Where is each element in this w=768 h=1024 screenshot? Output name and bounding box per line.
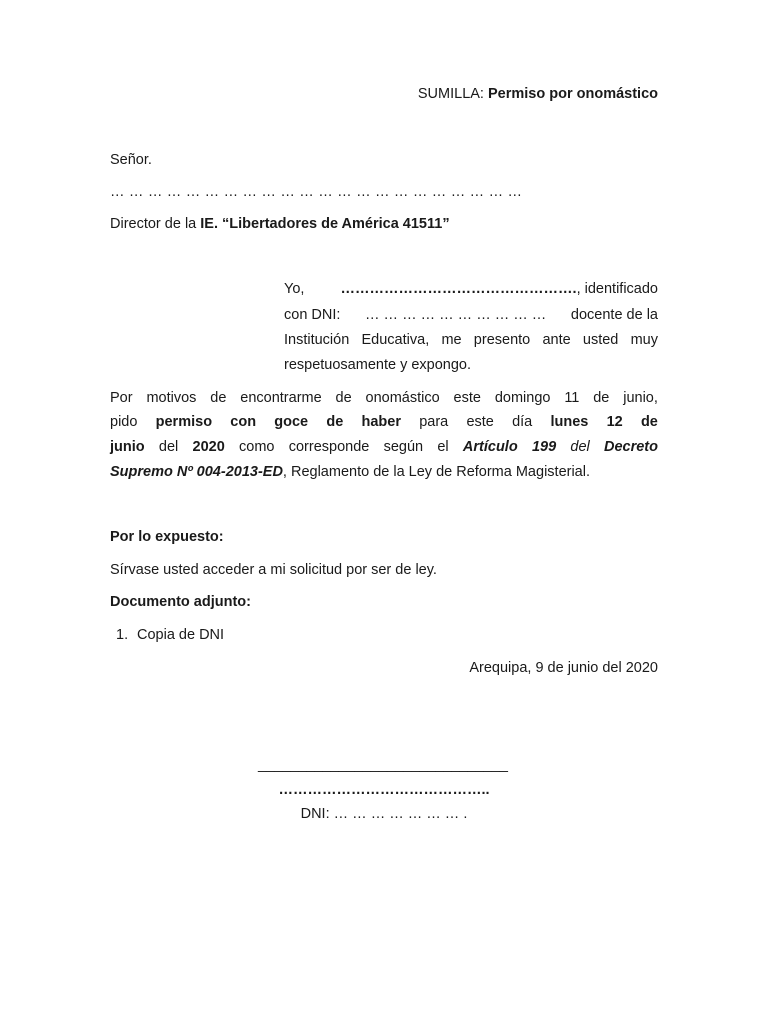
article-label: Artículo: [462, 439, 518, 455]
intro-dni-dots: … … … … … … … … … …: [365, 307, 547, 323]
body-word: el: [437, 439, 449, 455]
body-word: del: [158, 439, 179, 455]
institution-name: IE. “Libertadores de América 41511”: [200, 216, 450, 232]
body-word: corresponde: [288, 439, 370, 455]
salutation: Señor.: [110, 152, 152, 168]
body-word: de: [335, 390, 352, 406]
sumilla: [418, 86, 658, 102]
intro-name: [341, 281, 658, 297]
place-date: Arequipa, 9 de junio del 2020: [469, 660, 658, 676]
body-word: día: [512, 414, 533, 430]
body-word-italic: del: [570, 439, 590, 455]
body-word: este: [453, 390, 481, 406]
body-word-bold: lunes: [550, 414, 589, 430]
signature-dni: DNI: … … … … … … … .: [300, 806, 468, 822]
body-word: para: [419, 414, 449, 430]
body-word-bold: de: [326, 414, 344, 430]
por-lo-expuesto-text: Sírvase usted acceder a mi solicitud por ser de ley.: [110, 562, 437, 578]
body-line-2: [110, 414, 658, 430]
body-word: junio,: [623, 390, 658, 406]
intro-line-4: respetuosamente y expongo.: [284, 357, 472, 373]
body-word-bold-italic: [604, 439, 658, 455]
intro-yo: Yo,: [284, 281, 305, 297]
por-lo-expuesto-heading: [110, 529, 224, 545]
list-item-number: 1.: [116, 627, 129, 643]
body-word: 11: [564, 390, 580, 406]
body-word: encontrarme: [240, 390, 322, 406]
body-word-bold: goce: [274, 414, 309, 430]
decreto-label: Decreto: [604, 439, 658, 455]
addressee-role: [110, 216, 450, 232]
decree-number-text: Supremo Nº 004-2013-ED: [110, 464, 283, 480]
body-word-bold: permiso: [155, 414, 213, 430]
documento-adjunto-heading-text: Documento adjunto:: [110, 594, 251, 610]
body-word: según: [383, 439, 424, 455]
body-word-bold: de: [640, 414, 658, 430]
body-line-4-rest: , Reglamento de la Ley de Reforma Magisterial.: [282, 464, 590, 480]
body-word-bold: con: [230, 414, 257, 430]
body-line-4: [110, 464, 590, 480]
intro-line-3: Institución Educativa, me presento ante usted muy: [284, 332, 658, 348]
body-word: motivos: [146, 390, 197, 406]
intro-docente: docente de la: [570, 307, 658, 323]
body-line-1: [110, 390, 658, 406]
addressee-name-dots: … … … … … … … … … … … … … … … … … … … … … …: [110, 184, 523, 200]
body-word-bold: junio: [110, 439, 145, 455]
por-lo-expuesto-heading-text: Por lo expuesto:: [110, 529, 224, 545]
article-number: 199: [531, 439, 557, 455]
addressee-role-prefix: Director de la: [110, 216, 201, 232]
signature-name-dots: [0, 782, 768, 798]
intro-name-dots: ………………………………………….: [340, 281, 577, 297]
signature-line: _______________________________: [258, 757, 508, 773]
documento-adjunto-heading: [110, 594, 251, 610]
body-word: como: [239, 439, 275, 455]
body-word: este: [466, 414, 494, 430]
body-word-bold-italic: [532, 439, 556, 455]
body-word: de: [210, 390, 227, 406]
signature-name-dots-text: ……………………………………..: [278, 782, 490, 798]
intro-line-1: [284, 281, 658, 297]
sumilla-label: SUMILLA:: [417, 86, 488, 102]
body-word: Por: [110, 390, 133, 406]
sumilla-value: Permiso por onomástico: [487, 86, 658, 102]
body-word: pido: [110, 414, 138, 430]
body-word-bold: 2020: [192, 439, 225, 455]
body-line-3: [110, 439, 658, 455]
body-word-bold: haber: [361, 414, 401, 430]
body-word: de: [593, 390, 610, 406]
decree-number: [110, 464, 283, 480]
intro-con-dni: con DNI:: [284, 307, 341, 323]
list-item-text: Copia de DNI: [137, 627, 225, 643]
intro-after-name: , identificado: [576, 281, 658, 297]
body-word-bold: 12: [606, 414, 623, 430]
body-word: domingo: [494, 390, 551, 406]
body-word: onomástico: [365, 390, 440, 406]
body-word-bold-italic: [463, 439, 518, 455]
intro-line-2: [284, 307, 658, 323]
